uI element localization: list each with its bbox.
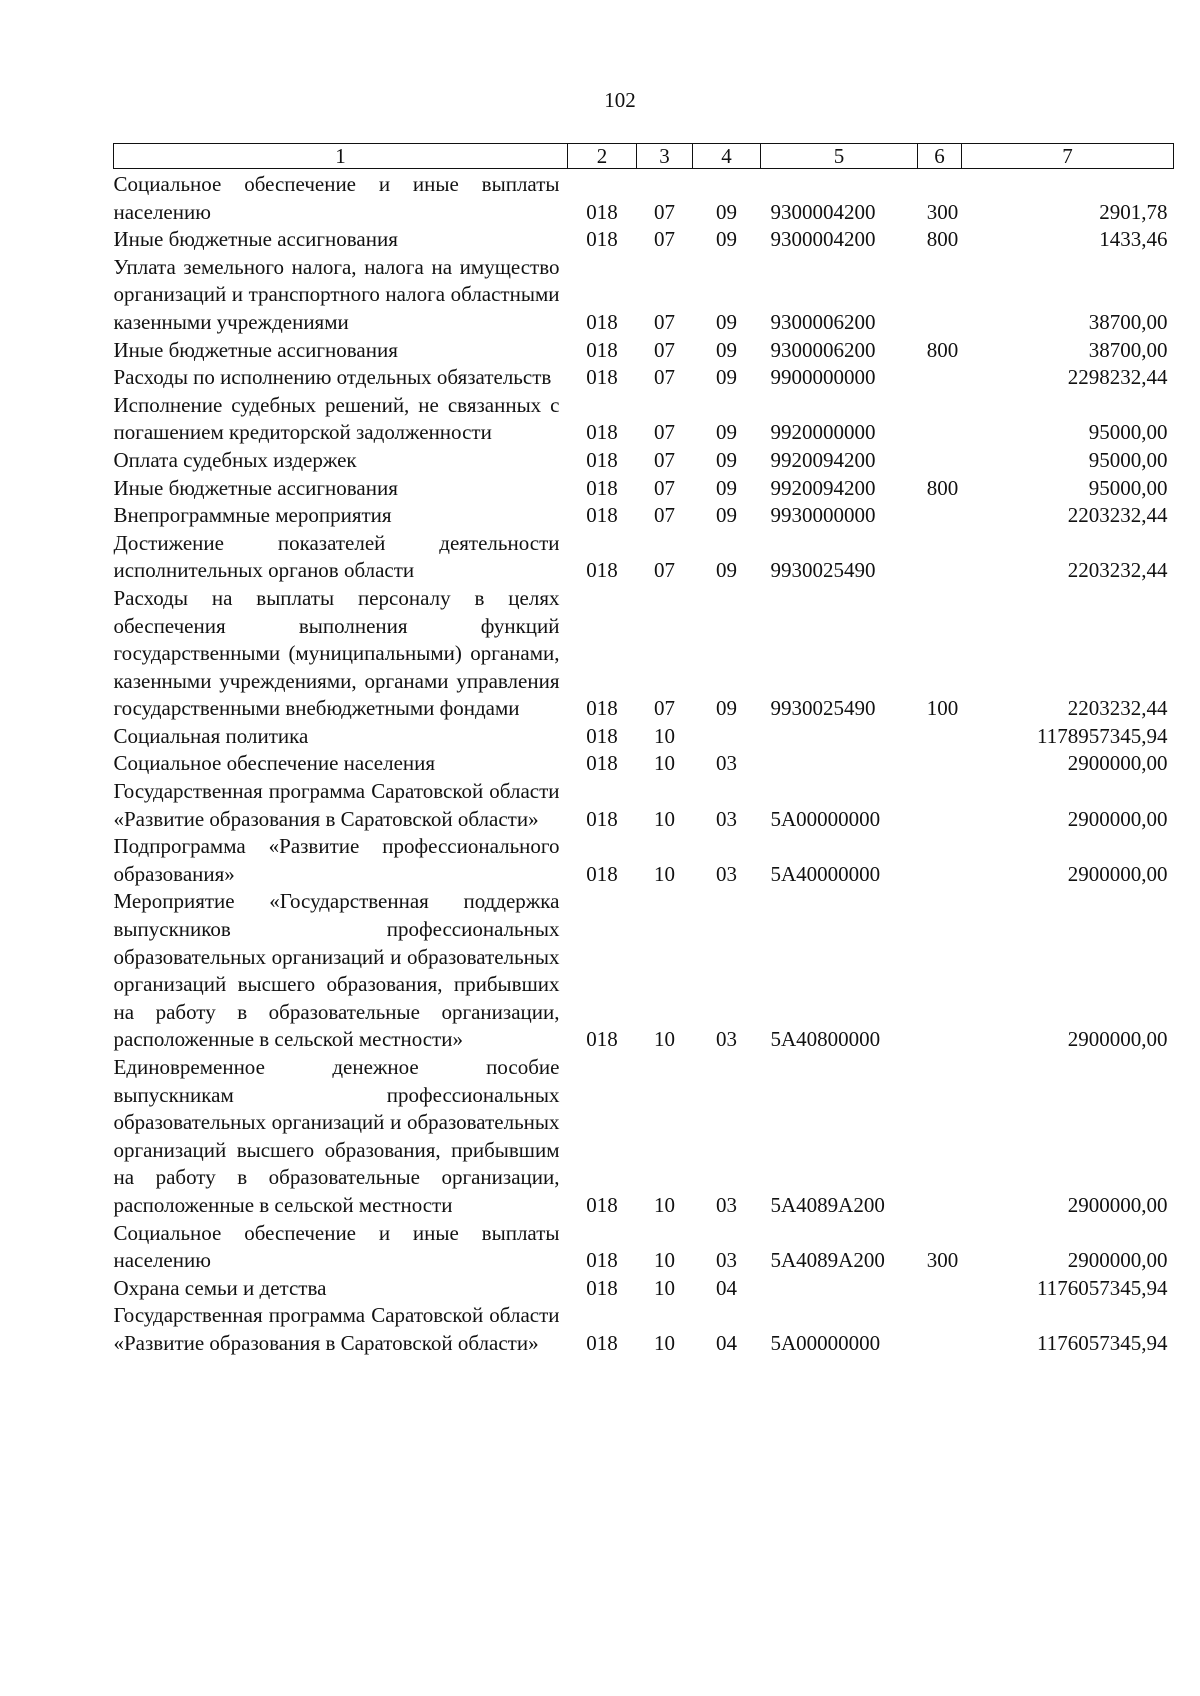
table-row (114, 723, 1174, 751)
section-code: 07 (654, 365, 675, 390)
section-code: 07 (654, 420, 675, 445)
subsection-code: 03 (716, 806, 737, 831)
amount: 2900000,00 (1067, 1027, 1168, 1052)
amount: 1176057345,94 (1037, 1330, 1168, 1355)
expense-type-code: 800 (926, 337, 959, 362)
ministry-code: 018 (586, 227, 618, 252)
ministry-code: 018 (586, 309, 618, 334)
table-row (114, 530, 1174, 585)
table-row (114, 778, 1174, 833)
header-row (114, 144, 1174, 169)
expense-type-code (918, 502, 962, 530)
expense-name: Государственная программа Саратовской области «Развитие образования в Саратовской области» (113, 779, 560, 831)
table-body (114, 169, 1174, 1358)
expense-name: Социальное обеспечение и иные выплаты населению (113, 1220, 560, 1273)
section-code: 10 (654, 1330, 675, 1355)
expense-name: Единовременное денежное пособие выпускникам профессиональных образовательных организаций и образовательных организаций высшего образования, прибывшим на работу в образовательные организации, расположенные в сельской местности (113, 1055, 560, 1217)
budget-table (113, 143, 1174, 1358)
subsection-code: 03 (716, 751, 737, 776)
amount: 2900000,00 (1067, 751, 1168, 776)
ministry-code: 018 (586, 420, 618, 445)
amount: 2298232,44 (1067, 365, 1168, 390)
page-number: 102 (604, 88, 636, 112)
section-code: 10 (654, 806, 675, 831)
table-header (114, 144, 1174, 169)
subsection-code: 09 (716, 696, 737, 721)
expense-type-code (918, 530, 962, 585)
table-row (114, 750, 1174, 778)
expense-type-code: 800 (926, 227, 959, 252)
section-code: 07 (654, 227, 675, 252)
subsection-code: 03 (716, 1192, 737, 1217)
expense-name: Иные бюджетные ассигнования (113, 227, 398, 252)
expense-name: Расходы на выплаты персоналу в целях обеспечения выполнения функций государственными (муниципальными) органами, казенными учреждениями, органами управления государственными внебюджетными фондами (113, 585, 560, 721)
section-code: 07 (654, 199, 675, 224)
expense-type-code: 100 (926, 696, 959, 721)
amount: 38700,00 (1088, 337, 1168, 362)
expense-type-code: 300 (926, 199, 959, 224)
table-row (114, 833, 1174, 888)
ministry-code: 018 (586, 558, 618, 583)
subsection-code: 09 (716, 227, 737, 252)
amount: 1433,46 (1099, 227, 1168, 252)
table-row (114, 392, 1174, 447)
expense-name: Исполнение судебных решений, не связанных с погашением кредиторской задолженности (113, 392, 560, 445)
subsection-code: 03 (716, 1027, 737, 1052)
subsection-code: 04 (716, 1330, 737, 1355)
table-row (114, 585, 1174, 723)
expense-type-code: 300 (926, 1248, 959, 1273)
expense-name: Достижение показателей деятельности исполнительных органов области (113, 530, 560, 583)
expense-name: Иные бюджетные ассигнования (113, 337, 398, 362)
target-article-code (761, 750, 918, 778)
target-article-code: 9930025490 (770, 558, 876, 583)
table-row (114, 1220, 1174, 1275)
section-code: 10 (654, 1248, 675, 1273)
target-article-code: 9930000000 (770, 503, 876, 528)
ministry-code: 018 (586, 199, 618, 224)
expense-type-code (918, 392, 962, 447)
subsection-code: 09 (716, 558, 737, 583)
section-code: 10 (654, 1027, 675, 1052)
table-row (114, 888, 1174, 1054)
amount: 2900000,00 (1067, 861, 1168, 886)
expense-name: Подпрограмма «Развитие профессионального образования» (113, 834, 560, 886)
table-row (114, 169, 1174, 227)
subsection-code: 09 (716, 475, 737, 500)
amount: 2203232,44 (1067, 503, 1168, 528)
subsection-code: 09 (716, 447, 737, 472)
subsection-code: 04 (716, 1275, 737, 1300)
target-article-code: 9300006200 (770, 337, 876, 362)
subsection-code: 03 (716, 861, 737, 886)
table-row (114, 447, 1174, 475)
target-article-code: 9300006200 (770, 309, 876, 334)
ministry-code: 018 (586, 337, 618, 362)
expense-type-code (918, 833, 962, 888)
expense-type-code (918, 364, 962, 392)
amount: 95000,00 (1088, 420, 1168, 445)
amount: 2901,78 (1099, 199, 1168, 224)
expense-name: Уплата земельного налога, налога на имущество организаций и транспортного налога областными казенными учреждениями (113, 254, 560, 334)
expense-name: Оплата судебных издержек (113, 447, 357, 472)
ministry-code: 018 (586, 475, 618, 500)
subsection-code: 03 (716, 1248, 737, 1273)
target-article-code: 5А00000000 (770, 806, 881, 831)
subsection-code: 09 (716, 503, 737, 528)
target-article-code: 5А4089А200 (770, 1192, 885, 1217)
target-article-code: 9900000000 (770, 365, 876, 390)
section-code: 07 (654, 447, 675, 472)
target-article-code: 5А00000000 (770, 1330, 881, 1355)
ministry-code: 018 (586, 861, 618, 886)
section-code: 07 (654, 696, 675, 721)
amount: 1178957345,94 (1037, 723, 1168, 748)
target-article-code (761, 1275, 918, 1303)
subsection-code: 09 (716, 309, 737, 334)
section-code: 07 (654, 503, 675, 528)
amount: 2203232,44 (1067, 696, 1168, 721)
target-article-code: 9920000000 (770, 420, 876, 445)
expense-name: Социальное обеспечение и иные выплаты населению (113, 172, 560, 224)
table-row (114, 502, 1174, 530)
target-article-code: 9920094200 (770, 447, 876, 472)
expense-type-code (918, 1054, 962, 1220)
target-article-code (761, 723, 918, 751)
expense-type-code (918, 254, 962, 337)
header-col-3: 3 (637, 144, 693, 169)
ministry-code: 018 (586, 503, 618, 528)
expense-name: Охрана семьи и детства (113, 1275, 327, 1300)
section-code: 10 (654, 723, 675, 748)
header-col-4: 4 (693, 144, 761, 169)
table-row (114, 226, 1174, 254)
section-code: 07 (654, 475, 675, 500)
amount: 2900000,00 (1067, 806, 1168, 831)
header-col-6: 6 (918, 144, 962, 169)
expense-type-code (918, 723, 962, 751)
ministry-code: 018 (586, 1330, 618, 1355)
expense-name: Мероприятие «Государственная поддержка выпускников профессиональных образовательных организаций и образовательных организаций высшего образования, прибывших на работу в образовательные организации, расположенные в сельской местности» (113, 889, 560, 1052)
target-article-code: 5А4089А200 (770, 1248, 885, 1273)
ministry-code: 018 (586, 365, 618, 390)
amount: 95000,00 (1088, 475, 1168, 500)
expense-type-code (918, 1275, 962, 1303)
subsection-code: 09 (716, 199, 737, 224)
ministry-code: 018 (586, 1027, 618, 1052)
subsection-code: 09 (716, 365, 737, 390)
section-code: 10 (654, 1275, 675, 1300)
table-row (114, 1275, 1174, 1303)
expense-name: Социальное обеспечение населения (113, 751, 436, 776)
subsection-code (693, 723, 761, 751)
amount: 1176057345,94 (1037, 1275, 1168, 1300)
ministry-code: 018 (586, 1275, 618, 1300)
table-row (114, 364, 1174, 392)
section-code: 07 (654, 558, 675, 583)
target-article-code: 5А40800000 (770, 1027, 881, 1052)
table-row (114, 337, 1174, 365)
expense-type-code (918, 447, 962, 475)
subsection-code: 09 (716, 420, 737, 445)
subsection-code: 09 (716, 337, 737, 362)
amount: 38700,00 (1088, 309, 1168, 334)
target-article-code: 9920094200 (770, 475, 876, 500)
ministry-code: 018 (586, 696, 618, 721)
amount: 2900000,00 (1067, 1192, 1168, 1217)
table-row (114, 254, 1174, 337)
expense-name: Внепрограммные мероприятия (113, 503, 392, 528)
amount: 2203232,44 (1067, 558, 1168, 583)
table-row (114, 1302, 1174, 1357)
section-code: 10 (654, 751, 675, 776)
amount: 2900000,00 (1067, 1248, 1168, 1273)
target-article-code: 9930025490 (770, 696, 876, 721)
target-article-code: 5А40000000 (770, 861, 881, 886)
target-article-code: 9300004200 (770, 227, 876, 252)
expense-name: Государственная программа Саратовской области «Развитие образования в Саратовской области» (113, 1303, 560, 1355)
ministry-code: 018 (586, 723, 618, 748)
expense-type-code (918, 1302, 962, 1357)
table-row (114, 475, 1174, 503)
table-row (114, 1054, 1174, 1220)
header-col-7: 7 (962, 144, 1174, 169)
ministry-code: 018 (586, 806, 618, 831)
expense-name: Иные бюджетные ассигнования (113, 475, 398, 500)
expense-type-code (918, 750, 962, 778)
header-col-5: 5 (761, 144, 918, 169)
header-col-1: 1 (114, 144, 568, 169)
expense-name: Социальная политика (113, 723, 309, 748)
section-code: 07 (654, 309, 675, 334)
section-code: 10 (654, 1192, 675, 1217)
amount: 95000,00 (1088, 447, 1168, 472)
expense-type-code: 800 (926, 475, 959, 500)
header-col-2: 2 (568, 144, 637, 169)
expense-name: Расходы по исполнению отдельных обязательств (113, 365, 552, 390)
expense-type-code (918, 778, 962, 833)
section-code: 10 (654, 861, 675, 886)
expense-type-code (918, 888, 962, 1054)
ministry-code: 018 (586, 751, 618, 776)
section-code: 07 (654, 337, 675, 362)
ministry-code: 018 (586, 447, 618, 472)
ministry-code: 018 (586, 1248, 618, 1273)
ministry-code: 018 (586, 1192, 618, 1217)
target-article-code: 9300004200 (770, 199, 876, 224)
